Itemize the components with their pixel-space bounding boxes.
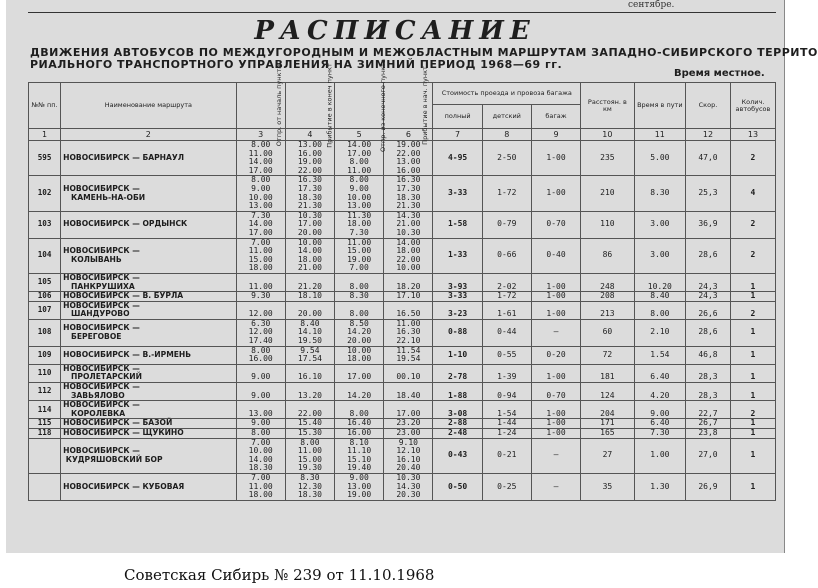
cell-speed: 36,9	[686, 211, 731, 238]
cell-dep-start: 7.30 14.00 17.00	[236, 211, 285, 238]
cell-route: НОВОСИБИРСК — БАЗОЙ	[61, 419, 237, 429]
cell-distance: 171	[581, 419, 635, 429]
cell-time: 6.40	[634, 419, 685, 429]
subtitle-line-1: ДВИЖЕНИЯ АВТОБУСОВ ПО МЕЖДУГОРОДНЫМ И МЕЖОБЛАСТНЫМ МАРШРУТАМ ЗАПАДНО-СИБИРСКОГО ТЕРРИТО	[30, 46, 818, 59]
cell-route: НОВОСИБИРСК — КОРОЛЕВКА	[61, 401, 237, 419]
cell-baggage: 1-00	[531, 292, 580, 302]
cell-no: 112	[29, 383, 61, 401]
cell-full: 1-88	[433, 383, 482, 401]
cell-no: 109	[29, 346, 61, 364]
cell-full: 1-58	[433, 211, 482, 238]
cell-dep-end: 10.00 18.00	[335, 346, 384, 364]
cell-time: 9.00	[634, 401, 685, 419]
local-time-note: Время местное.	[674, 68, 765, 79]
cell-no: 115	[29, 419, 61, 429]
cell-no	[29, 473, 61, 500]
cell-dep-start: 12.00	[236, 301, 285, 319]
cell-buses: 1	[730, 473, 775, 500]
cell-child: 0-79	[482, 211, 531, 238]
cell-baggage: —	[531, 473, 580, 500]
cell-distance: 210	[581, 176, 635, 211]
cell-child: 1-61	[482, 301, 531, 319]
cell-full: 2-88	[433, 419, 482, 429]
cell-speed: 28,6	[686, 238, 731, 273]
cell-dep-end: 11.30 18.00 7.30	[335, 211, 384, 238]
cell-baggage: 0-70	[531, 383, 580, 401]
cell-dep-end: 16.40	[335, 419, 384, 429]
cell-buses: 1	[730, 364, 775, 382]
cell-full: 0-43	[433, 438, 482, 473]
cell-dep-end: 8.00	[335, 301, 384, 319]
source-caption: Советская Сибирь № 239 от 11.10.1968	[124, 566, 435, 584]
cell-arr-start: 16.50	[384, 301, 433, 319]
header-dep-end: Отпр. из конечного пункта	[335, 83, 384, 129]
header-speed: Скор.	[686, 83, 731, 129]
cell-arr-end: 9.54 17.54	[285, 346, 334, 364]
table-row	[29, 292, 776, 302]
cell-dep-end: 14.20	[335, 383, 384, 401]
cell-speed: 46,8	[686, 346, 731, 364]
cell-full: 3-08	[433, 401, 482, 419]
cell-buses: 2	[730, 141, 775, 176]
cell-no: 595	[29, 141, 61, 176]
cell-child: 1-72	[482, 176, 531, 211]
cell-no: 102	[29, 176, 61, 211]
cell-time: 7.30	[634, 429, 685, 439]
cell-speed: 26,7	[686, 419, 731, 429]
cell-full: 1-10	[433, 346, 482, 364]
cell-child: 0-25	[482, 473, 531, 500]
cell-arr-start: 23.00	[384, 429, 433, 439]
header-no: №№ пп.	[29, 83, 61, 129]
cell-baggage: 1-00	[531, 301, 580, 319]
cell-arr-end: 15.40	[285, 419, 334, 429]
cell-dep-start: 9.00	[236, 419, 285, 429]
cell-arr-end: 22.00	[285, 401, 334, 419]
cell-arr-end: 21.20	[285, 273, 334, 291]
cell-baggage: 1-00	[531, 141, 580, 176]
cell-dep-start: 7.00 11.00 18.00	[236, 473, 285, 500]
cell-full: 2-48	[433, 429, 482, 439]
cell-dep-end: 8.30	[335, 292, 384, 302]
cell-child: 1-72	[482, 292, 531, 302]
cell-full: 3-93	[433, 273, 482, 291]
cell-speed: 27,0	[686, 438, 731, 473]
cell-time: 1.54	[634, 346, 685, 364]
cell-child: 1-24	[482, 429, 531, 439]
cell-route: НОВОСИБИРСК — КУБОВАЯ	[61, 473, 237, 500]
cell-buses: 1	[730, 292, 775, 302]
cell-buses: 2	[730, 211, 775, 238]
cell-arr-start: 14.00 18.00 22.00 10.00	[384, 238, 433, 273]
cell-dep-start: 8.00 11.00 14.00 17.00	[236, 141, 285, 176]
cell-distance: 248	[581, 273, 635, 291]
cell-speed: 28,3	[686, 364, 731, 382]
cell-baggage: 1-00	[531, 419, 580, 429]
cell-arr-end: 16.10	[285, 364, 334, 382]
cell-buses: 2	[730, 401, 775, 419]
cell-arr-end: 16.30 17.30 18.30 21.30	[285, 176, 334, 211]
cell-route: НОВОСИБИРСК — БЕРЕГОВОЕ	[61, 319, 237, 346]
table-row	[29, 438, 776, 473]
cell-no: 108	[29, 319, 61, 346]
cell-arr-end: 18.10	[285, 292, 334, 302]
cell-full: 0-50	[433, 473, 482, 500]
table-row	[29, 176, 776, 211]
cell-no: 104	[29, 238, 61, 273]
cell-baggage: 1-00	[531, 429, 580, 439]
cell-dep-start: 8.00 16.00	[236, 346, 285, 364]
cell-distance: 124	[581, 383, 635, 401]
cell-speed: 26,6	[686, 301, 731, 319]
cell-arr-start: 11.54 19.54	[384, 346, 433, 364]
cell-child: 0-44	[482, 319, 531, 346]
cell-arr-end: 8.30 12.30 18.30	[285, 473, 334, 500]
cell-distance: 204	[581, 401, 635, 419]
header-child: детский	[482, 105, 531, 129]
cell-speed: 22,7	[686, 401, 731, 419]
cell-dep-end: 8.00	[335, 401, 384, 419]
cell-route: НОВОСИБИРСК — В.-ИРМЕНЬ	[61, 346, 237, 364]
cell-dep-end: 8.50 14.20 20.00	[335, 319, 384, 346]
header-buses: Колич. автобусов	[730, 83, 775, 129]
cell-arr-start: 18.20	[384, 273, 433, 291]
cell-distance: 27	[581, 438, 635, 473]
cell-full: 3-23	[433, 301, 482, 319]
cell-dep-end: 8.00 9.00 10.00 13.00	[335, 176, 384, 211]
cell-time: 10.20	[634, 273, 685, 291]
cell-time: 2.10	[634, 319, 685, 346]
cell-time: 8.00	[634, 301, 685, 319]
cell-route: НОВОСИБИРСК — БАРНАУЛ	[61, 141, 237, 176]
cell-speed: 47,0	[686, 141, 731, 176]
table-row	[29, 273, 776, 291]
cell-arr-end: 8.40 14.10 19.50	[285, 319, 334, 346]
cell-buses: 1	[730, 319, 775, 346]
table-row	[29, 473, 776, 500]
cell-child: 1-54	[482, 401, 531, 419]
cell-arr-start: 19.00 22.00 13.00 16.00	[384, 141, 433, 176]
cell-buses: 1	[730, 419, 775, 429]
cell-child: 0-55	[482, 346, 531, 364]
cell-dep-start: 6.30 12.00 17.40	[236, 319, 285, 346]
cell-time: 5.00	[634, 141, 685, 176]
cell-dep-end: 16.00	[335, 429, 384, 439]
cell-baggage: —	[531, 438, 580, 473]
cell-full: 2-78	[433, 364, 482, 382]
cell-route: НОВОСИБИРСК — ЗАВЬЯЛОВО	[61, 383, 237, 401]
table-row	[29, 238, 776, 273]
cell-speed: 23,8	[686, 429, 731, 439]
top-note: сентябре.	[628, 0, 675, 10]
top-rule	[28, 12, 776, 13]
cell-distance: 110	[581, 211, 635, 238]
cell-arr-end: 13.20	[285, 383, 334, 401]
cell-arr-start: 10.30 14.30 20.30	[384, 473, 433, 500]
cell-dep-end: 8.00	[335, 273, 384, 291]
cell-no: 103	[29, 211, 61, 238]
header-dep-start: Отпр. от началь пункта	[236, 83, 285, 129]
header-baggage: багаж	[531, 105, 580, 129]
cell-distance: 181	[581, 364, 635, 382]
cell-dep-end: 17.00	[335, 364, 384, 382]
cell-child: 1-39	[482, 364, 531, 382]
cell-time: 8.30	[634, 176, 685, 211]
cell-baggage: 1-00	[531, 176, 580, 211]
cell-dep-end: 11.00 15.00 19.00 7.00	[335, 238, 384, 273]
cell-route: НОВОСИБИРСК — КОЛЫВАНЬ	[61, 238, 237, 273]
cell-route: НОВОСИБИРСК — В. БУРЛА	[61, 292, 237, 302]
cell-buses: 2	[730, 238, 775, 273]
cell-arr-start: 17.00	[384, 401, 433, 419]
cell-full: 4-95	[433, 141, 482, 176]
schedule-title: РАСПИСАНИЕ	[254, 16, 536, 46]
cell-arr-end: 10.00 14.00 18.00 21.00	[285, 238, 334, 273]
header-arr-end: Прибытие в конеч пункт	[285, 83, 334, 129]
cell-arr-start: 23.20	[384, 419, 433, 429]
cell-baggage: 0-40	[531, 238, 580, 273]
table-row	[29, 346, 776, 364]
cell-baggage: 0-20	[531, 346, 580, 364]
cell-dep-start: 9.30	[236, 292, 285, 302]
table-row	[29, 401, 776, 419]
cell-buses: 2	[730, 301, 775, 319]
cell-dep-end: 9.00 13.00 19.00	[335, 473, 384, 500]
cell-full: 1-33	[433, 238, 482, 273]
cell-route: НОВОСИБИРСК — КУДРЯШОВСКИЙ БОР	[61, 438, 237, 473]
cell-distance: 165	[581, 429, 635, 439]
cell-dep-start: 8.00 9.00 10.00 13.00	[236, 176, 285, 211]
cell-no: 106	[29, 292, 61, 302]
cell-arr-start: 9.10 12.10 16.10 20.40	[384, 438, 433, 473]
cell-route: НОВОСИБИРСК — ЩУКИНО	[61, 429, 237, 439]
cell-dep-start: 8.00	[236, 429, 285, 439]
cell-route: НОВОСИБИРСК — ПАНКРУШИХА	[61, 273, 237, 291]
cell-no: 107	[29, 301, 61, 319]
header-distance: Расстоян. в км	[581, 83, 635, 129]
cell-child: 0-21	[482, 438, 531, 473]
cell-distance: 86	[581, 238, 635, 273]
cell-dep-end: 8.10 11.10 15.10 19.40	[335, 438, 384, 473]
cell-buses: 1	[730, 438, 775, 473]
cell-distance: 208	[581, 292, 635, 302]
cell-arr-end: 13.00 16.00 19.00 22.00	[285, 141, 334, 176]
cell-arr-start: 11.00 16.30 22.10	[384, 319, 433, 346]
cell-child: 1-44	[482, 419, 531, 429]
cell-time: 1.00	[634, 438, 685, 473]
cell-speed: 28,6	[686, 319, 731, 346]
cell-baggage: 0-70	[531, 211, 580, 238]
cell-speed: 28,3	[686, 383, 731, 401]
cell-buses: 4	[730, 176, 775, 211]
cell-distance: 213	[581, 301, 635, 319]
cell-arr-start: 18.40	[384, 383, 433, 401]
cell-no: 110	[29, 364, 61, 382]
cell-arr-end: 10.30 17.00 20.00	[285, 211, 334, 238]
cell-time: 1.30	[634, 473, 685, 500]
cell-speed: 24,3	[686, 292, 731, 302]
cell-child: 2-50	[482, 141, 531, 176]
cell-speed: 24,3	[686, 273, 731, 291]
cell-dep-end: 14.00 17.00 8.00 11.00	[335, 141, 384, 176]
cell-distance: 72	[581, 346, 635, 364]
cell-speed: 26,9	[686, 473, 731, 500]
cell-buses: 1	[730, 273, 775, 291]
cell-distance: 35	[581, 473, 635, 500]
cell-full: 3-33	[433, 176, 482, 211]
table-row	[29, 383, 776, 401]
cell-buses: 1	[730, 346, 775, 364]
cell-no: 118	[29, 429, 61, 439]
cell-time: 3.00	[634, 238, 685, 273]
cell-arr-start: 17.10	[384, 292, 433, 302]
cell-dep-start: 11.00	[236, 273, 285, 291]
cell-route: НОВОСИБИРСК — ПРОЛЕТАРСКИЙ	[61, 364, 237, 382]
cell-route: НОВОСИБИРСК — ОРДЫНСК	[61, 211, 237, 238]
cell-distance: 60	[581, 319, 635, 346]
cell-arr-end: 20.00	[285, 301, 334, 319]
table-row	[29, 364, 776, 382]
cell-arr-start: 14.30 21.00 10.30	[384, 211, 433, 238]
cell-full: 3-33	[433, 292, 482, 302]
header-cost-group: Стоимость проезда и провоза багажа	[433, 83, 581, 105]
table-row	[29, 429, 776, 439]
cell-child: 0-66	[482, 238, 531, 273]
cell-dep-start: 9.00	[236, 364, 285, 382]
cell-route: НОВОСИБИРСК — ШАНДУРОВО	[61, 301, 237, 319]
cell-full: 0-88	[433, 319, 482, 346]
cell-buses: 1	[730, 383, 775, 401]
cell-no: 114	[29, 401, 61, 419]
subtitle-line-2: РИАЛЬНОГО ТРАНСПОРТНОГО УПРАВЛЕНИЯ НА ЗИМНИЙ ПЕРИОД 1968—69 гг.	[30, 58, 563, 71]
cell-baggage: 1-00	[531, 364, 580, 382]
cell-arr-start: 00.10	[384, 364, 433, 382]
table-row	[29, 319, 776, 346]
header-full: полный	[433, 105, 482, 129]
cell-buses: 1	[730, 429, 775, 439]
cell-dep-start: 9.00	[236, 383, 285, 401]
cell-baggage: —	[531, 319, 580, 346]
table-row	[29, 301, 776, 319]
cell-arr-end: 15.30	[285, 429, 334, 439]
cell-time: 4.20	[634, 383, 685, 401]
cell-child: 2-02	[482, 273, 531, 291]
cell-speed: 25,3	[686, 176, 731, 211]
cell-arr-start: 16.30 17.30 18.30 21.30	[384, 176, 433, 211]
cell-time: 6.40	[634, 364, 685, 382]
cell-dep-start: 13.00	[236, 401, 285, 419]
cell-time: 8.40	[634, 292, 685, 302]
cell-arr-end: 8.00 11.00 15.00 19.30	[285, 438, 334, 473]
cell-dep-start: 7.00 10.00 14.00 18.30	[236, 438, 285, 473]
cell-baggage: 1-00	[531, 401, 580, 419]
cell-baggage: 1-00	[531, 273, 580, 291]
table-row	[29, 211, 776, 238]
header-route: Наименование маршрута	[61, 83, 237, 129]
cell-time: 3.00	[634, 211, 685, 238]
cell-no	[29, 438, 61, 473]
cell-route: НОВОСИБИРСК — КАМЕНЬ-НА-ОБИ	[61, 176, 237, 211]
header-arr-start: Прибытие в нач. пункт	[384, 83, 433, 129]
newspaper-clipping	[6, 0, 818, 553]
header-travel-time: Время в пути	[634, 83, 685, 129]
cell-dep-start: 7.00 11.00 15.00 18.00	[236, 238, 285, 273]
table-row	[29, 141, 776, 176]
cell-distance: 235	[581, 141, 635, 176]
column-number-row: 1 2 3 4 5 6 7 8 9 10 11 12 13	[29, 129, 776, 141]
cell-no: 105	[29, 273, 61, 291]
cell-child: 0-94	[482, 383, 531, 401]
